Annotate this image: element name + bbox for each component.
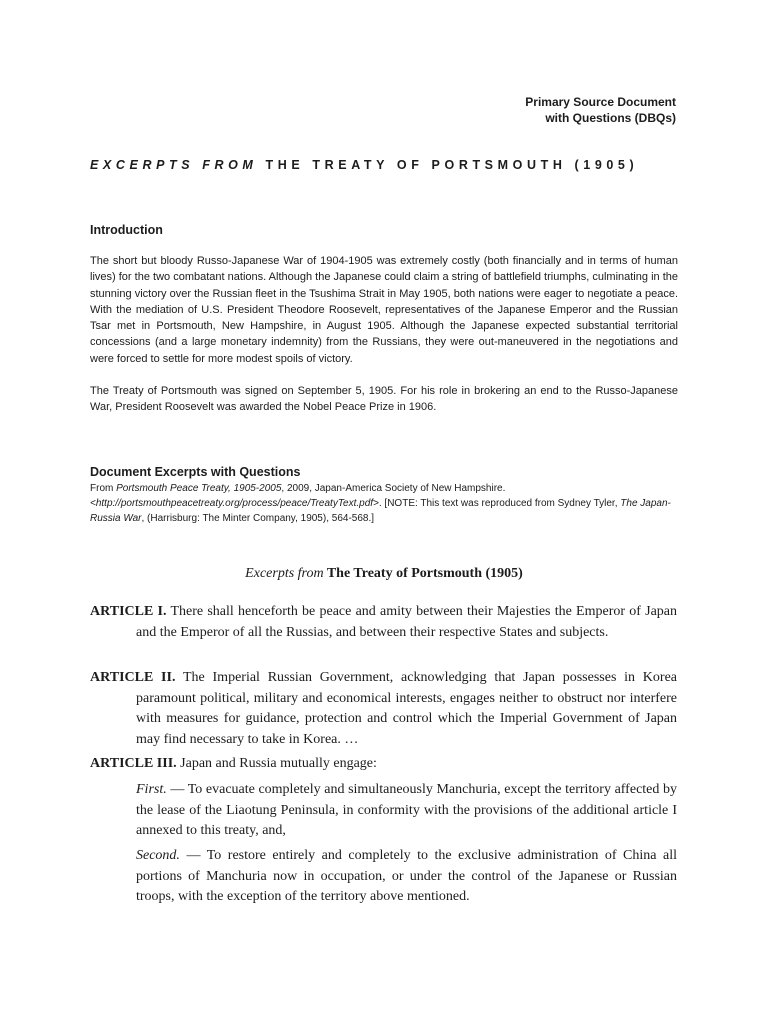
- source-note-start: . [NOTE: This text was reproduced from Sydney Tyler,: [378, 498, 621, 509]
- source-citation: [90, 481, 678, 526]
- introduction-heading: Introduction: [90, 223, 163, 237]
- article-label: ARTICLE II.: [90, 670, 176, 685]
- clause-text: — To evacuate completely and simultaneously Manchuria, except the territory affected by the lease of the Liaotung Peninsula, in conformity with the provisions of the additional article I annexed to this treaty, and,: [136, 782, 677, 838]
- source-note-end: , (Harrisburg: The Minter Company, 1905), 564-568.]: [141, 513, 375, 524]
- header-line-1: Primary Source Document: [525, 95, 676, 109]
- header-line-2: with Questions (DBQs): [545, 111, 676, 125]
- article-text: There shall henceforth be peace and amity between their Majesties the Emperor of Japan and the Emperor of all the Russias, and between their respective States and subjects.: [136, 604, 678, 640]
- treaty-title-italic: Excerpts from: [245, 566, 324, 581]
- clause-label: Second.: [136, 848, 180, 863]
- introduction-paragraph-1: The short but bloody Russo-Japanese War of 1904-1905 was extremely costly (both financially and in terms of human lives) for the two combatant nations. Although the Japanese could claim a string of battlefield triumphs, culminating in the stunning victory over the Russian fleet in the Tsushima Strait in May 1905, both nations were eager to negotiate a peace. With the mediation of U.S. President Theodore Roosevelt, representatives of the Japanese Emperor and the Russian Tsar met in Portsmouth, New Hampshire, in August 1905. Although the Japanese expected substantial territorial concessions (and a large monetary indemnity) from the Russians, they were out-maneuvered in the negotiations and were forced to settle for more modest spoils of victory.: [90, 255, 678, 365]
- source-from: From: [90, 483, 117, 494]
- source-url: <http://portsmouthpeacetreaty.org/process/peace/TreatyText.pdf>: [90, 498, 379, 509]
- source-title: Portsmouth Peace Treaty, 1905-2005: [116, 483, 282, 494]
- article-label: ARTICLE I.: [90, 604, 167, 619]
- article-text: The Imperial Russian Government, acknowledging that Japan possesses in Korea paramount political, military and economical interests, engages neither to obstruct nor interfere with measures for guidance, protection and control which the Imperial Government of Japan may find necessary to take in Korea. …: [136, 670, 677, 747]
- clause-label: First.: [136, 782, 167, 797]
- clause-text: — To restore entirely and completely to the exclusive administration of China all portions of Manchuria now in occupation, or under the control of the Japanese or Russian troops, with the exception of the territory above mentioned.: [136, 848, 677, 904]
- document-type-header: [525, 94, 676, 126]
- source-publisher: , 2009, Japan-America Society of New Hampshire.: [281, 483, 506, 494]
- document-title: [90, 158, 638, 172]
- article-3-clause-second: [136, 846, 677, 908]
- article-2: [90, 668, 677, 750]
- introduction-paragraph-2: The Treaty of Portsmouth was signed on September 5, 1905. For his role in brokering an end to the Russo-Japanese War, President Roosevelt was awarded the Nobel Peace Prize in 1906.: [90, 385, 678, 414]
- title-italic-part: EXCERPTS FROM: [90, 158, 258, 172]
- source-book-title: The Japan-Russia War: [90, 498, 671, 524]
- article-3: [90, 754, 677, 775]
- treaty-title: [0, 566, 768, 582]
- treaty-title-main: The Treaty of Portsmouth (1905): [326, 566, 523, 581]
- article-label: ARTICLE III.: [90, 756, 177, 771]
- article-text: Japan and Russia mutually engage:: [180, 756, 377, 771]
- title-main-part: THE TREATY OF PORTSMOUTH (1905): [265, 158, 639, 172]
- excerpts-heading: Document Excerpts with Questions: [90, 465, 301, 479]
- article-1: [90, 602, 677, 643]
- article-3-clause-first: [136, 780, 677, 842]
